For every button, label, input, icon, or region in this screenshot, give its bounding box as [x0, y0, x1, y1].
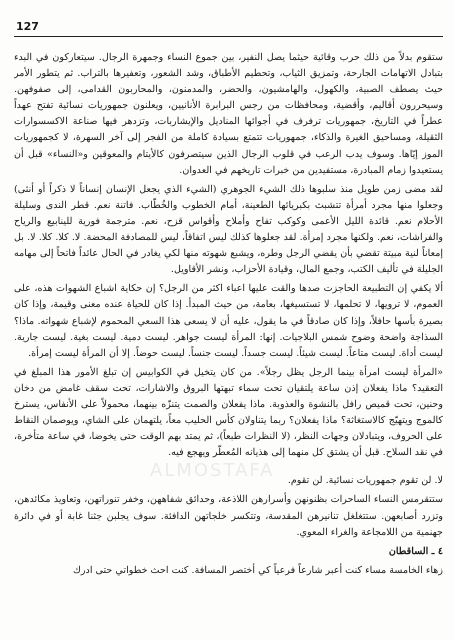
paragraph-1: ستقوم بدلاً من ذلك حرب وقائية حيثما يصل النفير، بين جموع النساء وجمهرة الرجال. سيتعاركون في البدء بتبادل الاتهامات الجارحة، وتمزيق الثياب، وتحطيم الأطباق، وشد الشعور، وتعفيرها بالتراب. ثم يتطور الأمر حيث يصطف الصبية، والكهول، والهامشيون، والحضر، والمدمنون، والمحاربون القدامى، إلى صفوفهن. وسيحررون أقاليم، وأقضية، ومحافظات من رجس البرابرة الأنانيين، ويعلنون جمهوريات نسائية تفتح عهداً عطراً في التاريخ، جمهوريات ترفرف في أجوائها المناديل والإيشاربات، وتزدهر فيها صناعة الاكسسوارات الثقيلة، ومساحيق الغيرة والذكاء، جمهوريات تتمتع بسيادة كاملة من الفجر إلى آخر السهرة، لا كجمهوريات الموز إيّاها. وسوف يدب الرعب في قلوب الرجال الذين سيتصرفون كالأيتام والمعوقين و«النساء» قبل أن يستعيدوا زمام المبادرة، مستفيدين من خبرات تاريخهم في العدوان. — [14, 52, 443, 176]
section-title: ٤ ـ الساقطان — [388, 545, 443, 557]
paragraph-6: ستتقرمس النساء الساحرات بظنونهن وأسرارهن اللاذعة، وحدائق شفاههن، وخفر تنوراتهن، وتعاويذ مكائدهن، وتزرد أصابعهن. ستتغلغل تنانيرهن المقدسة، وتتكسر خلجاتهن الدافئة. سوف يجلبن جثنا غابة أو في دائرة جهنمية من اللامجاعة والغراء المعوي. — [14, 494, 443, 538]
paragraph-3: ألا يكفي إن التطبيعة الحاجزت صدها والقت عليها اعباء اكثر من الرجل؟ إن حكاية اشباع الشهوات هذه، على العموم، لا ترويها، لا تحلمها، لا تستسيغها، بعامة، من حيث المبدأ. إذا كان للحياة عنده معنى وقيمة، وإذا كان بصيرة بأسها حافلاً، وإذا كان صادقاً في ما يقول، عليه أن لا يسعى هذا السعي المحموم لإشباع شهواته. ماذا؟ السذاجة واضحة وضوح شمس البلاجيات. إنها: المرأة ليست جواهر. ليست دمية. ليست بغية. ليست جارية. ليست أداة. ليست متاعاً. ليست شيئاً. ليست جسداً. ليست جنساً. ليست حوضاً. إلا أن المرأة ليست إمرأة. — [14, 283, 443, 359]
paragraph-2: لقد مضى زمن طويل منذ سلبوها ذلك الشيء الجوهري (الشيء الذي يجعل الإنسان إنساناً لا ذكراً أو أنثى) وجعلوا منها مجرد أمرأة تتشبث بكبريائها الطعينة، أمام الخطوب والخُطّاب. فاتنة نعم. قطر الندى وسليلة الأحلام نعم. قائدة الليل الأعمى وكوكب تفاح وأملاح وأقواس قزح، نعم. مترجمة فورية للينابيع والرياح والفراشات، نعم. ولكنها مجرد إمرأة. لقد جعلوها كذلك ليس اتفاقاً، ليس للمصادفة المحضة. لا. كلا. كلا. لا. بل إمعاناً لنية مبيتة تقضي بأن يقضي الرجل وطره، ويشبع شهوته منها لكي يغادر في الحال عائداً فاتحاً إلى مهامه الجليلة في تأليف الكتب، وجمع المال، وقيادة الأحزاب، ونشر الأقاويل. — [14, 183, 443, 276]
header-rule — [14, 36, 443, 37]
page-body — [14, 50, 443, 628]
page-number: 127 — [16, 20, 39, 33]
paragraph-gap — [14, 461, 443, 473]
paragraph-4: «المرأة ليست امرأة بينما الرجل يظل رجلاً». من كان يتخيل في الكوابيس إن تبلغ الأمور هذا المبلغ في التعقيد؟ ماذا يفعلان إذن ساعة يلتقيان تحت سماء تبهتها البروق والاشارات، تحت سقف غامض من دخان وحنين، تحت قميص رافل بالنشوة والعذوبة. ماذا يفعلان والصمت يتنزّه بينهما، محمولاً على الأنفاس، يسترخ كالموج ويتهيّج كالاستغاثة؟ ماذا يفعلان؟ ربما يتناولان كأس الحليب معاً، يلتهمان على الشاي، ويوصمان النقاط على الحروف، ويتبادلان وجهات النظر، (لا النظرات طبعاً)، ثم يمتد بهم الوقت حتى يخوضا، في ساعة متأخرة، في نقد السلاح. قبل أن يشتق كل منهما إلى هذيانه المُعطّر ويهجع فيه. — [14, 366, 443, 459]
section-opening-line: زهاء الخامسة مساء كنت أعبر شارعاً فرعياً كي أختصر المسافة. كنت احث خطواتي حتى ادرك — [73, 564, 443, 576]
watermark: ALMOSTAFA — [150, 460, 275, 481]
paragraph-5: لا. لن تقوم جمهوريات نسائية. لن تقوم. — [287, 475, 443, 487]
